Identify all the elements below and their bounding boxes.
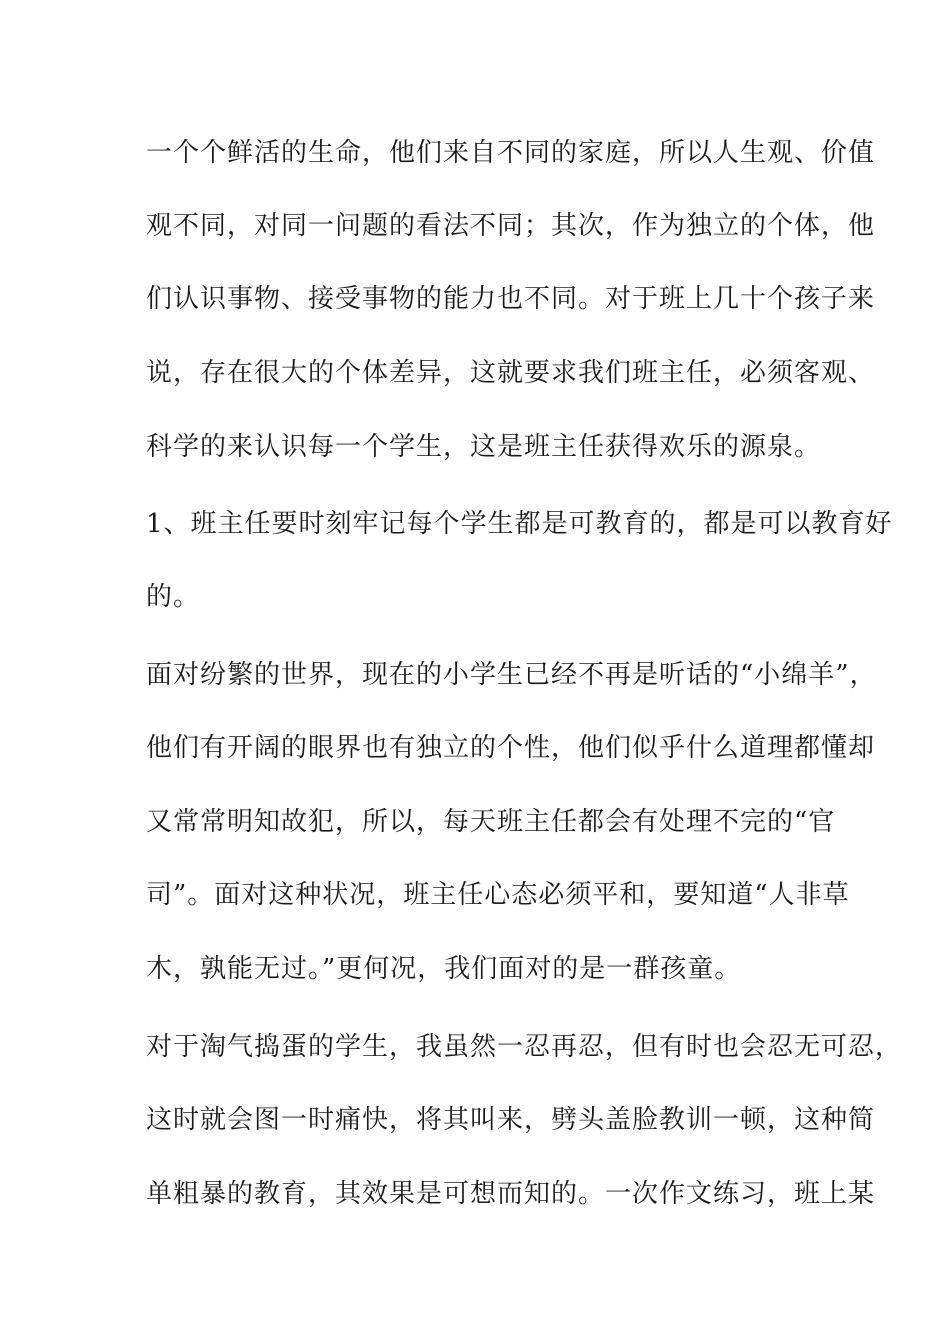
text-line: 这时就会图一时痛快，将其叫来，劈头盖脸教训一顿，这种简	[146, 1105, 876, 1135]
text-line: 一个个鲜活的生命，他们来自不同的家庭，所以人生观、价值	[146, 138, 876, 168]
text-line: 又常常明知故犯，所以，每天班主任都会有处理不完的“官	[146, 807, 836, 837]
text-line: 木，孰能无过。”更何况，我们面对的是一群孩童。	[146, 954, 742, 984]
numbered-item-heading: 1、班主任要时刻牢记每个学生都是可教育的，都是可以教育好	[146, 509, 893, 539]
text-line: 司”。面对这种状况，班主任心态必须平和，要知道“人非草	[146, 880, 850, 910]
text-line: 们认识事物、接受事物的能力也不同。对于班上几十个孩子来	[146, 284, 876, 314]
text-line: 观不同，对同一问题的看法不同；其次，作为独立的个体，他	[146, 211, 876, 241]
text-line: 科学的来认识每一个学生，这是班主任获得欢乐的源泉。	[146, 432, 822, 462]
text-line: 面对纷繁的世界，现在的小学生已经不再是听话的“小绵羊”，	[146, 660, 877, 690]
numbered-item-heading: 的。	[146, 582, 201, 612]
text-line: 单粗暴的教育，其效果是可想而知的。一次作文练习，班上某	[146, 1179, 876, 1209]
text-line: 说，存在很大的个体差异，这就要求我们班主任，必须客观、	[146, 358, 876, 388]
text-line: 他们有开阔的眼界也有独立的个性，他们似乎什么道理都懂却	[146, 733, 876, 763]
text-line: 对于淘气捣蛋的学生，我虽然一忍再忍，但有时也会忍无可忍，	[146, 1032, 903, 1062]
